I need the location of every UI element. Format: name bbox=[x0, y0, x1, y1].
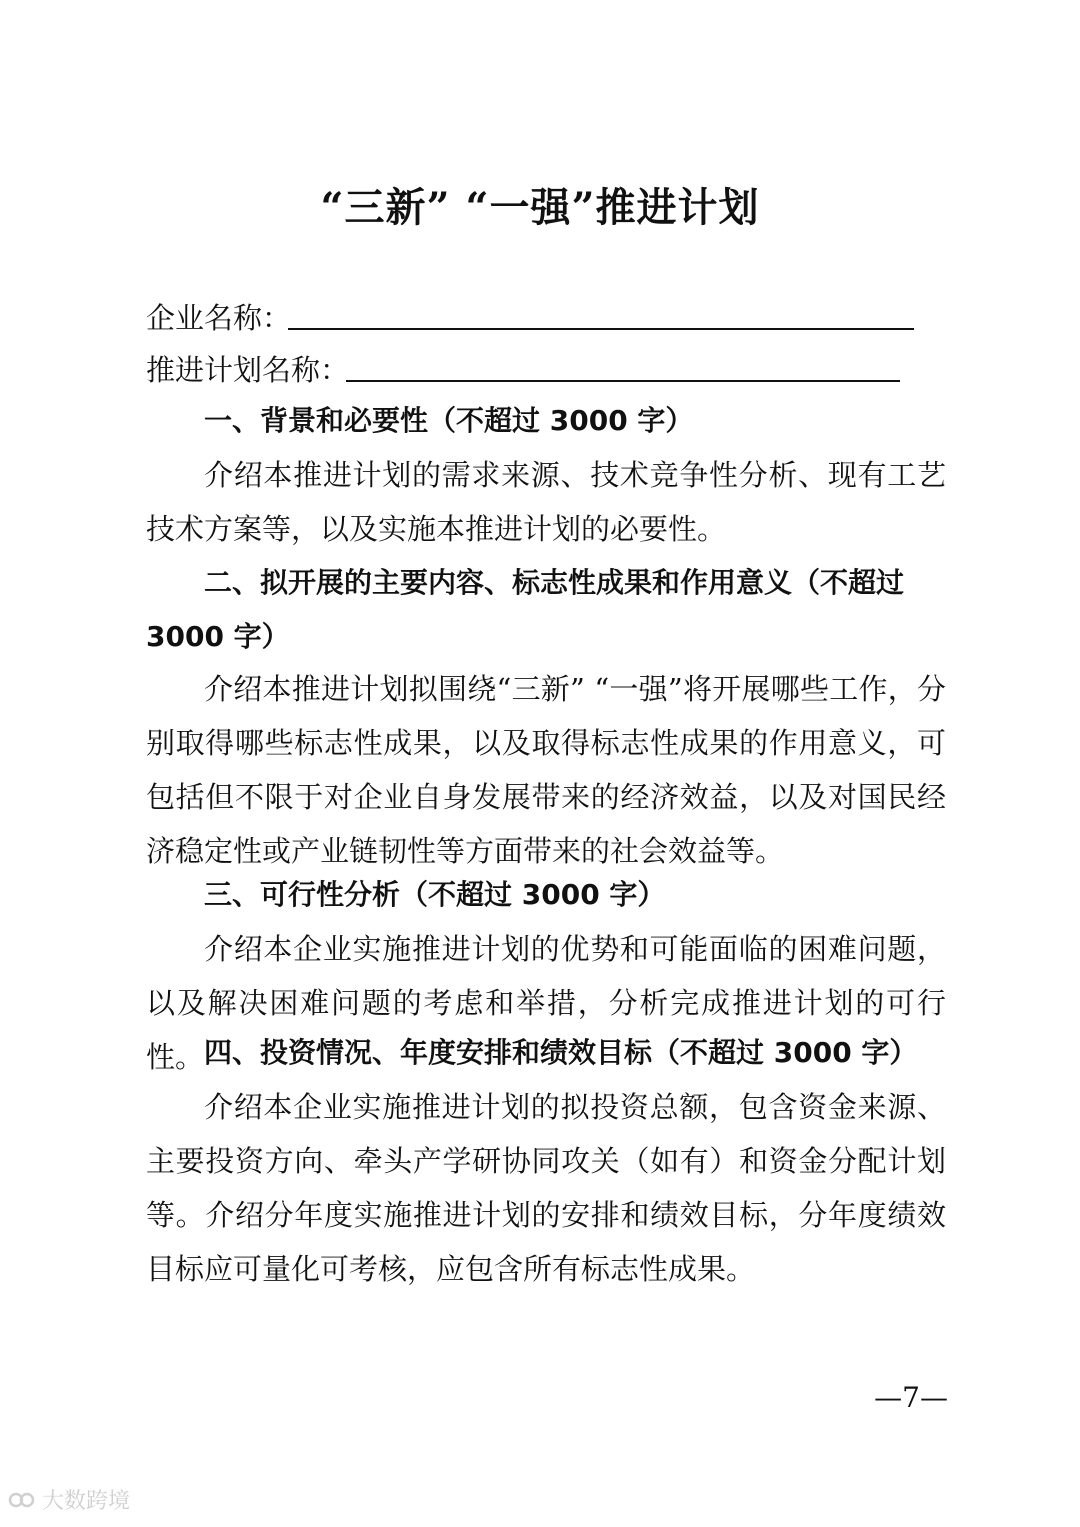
section-4-body: 介绍本企业实施推进计划的拟投资总额，包含资金来源、主要投资方向、牵头产学研协同攻关（如有）和资金分配计划等。介绍分年度实施推进计划的安排和绩效目标，分年度绩效目标应可量化可考核，应包含所有标志性成果。 bbox=[146, 1090, 946, 1286]
section-1-heading: 一、背景和必要性（不超过 3000 字） bbox=[204, 404, 694, 437]
section-2-heading: 二、拟开展的主要内容、标志性成果和作用意义（不超过 3000 字） bbox=[146, 566, 905, 653]
company-name-blank-line bbox=[288, 328, 914, 330]
brand-logo-icon bbox=[8, 1489, 36, 1511]
page-number: —7— bbox=[874, 1381, 948, 1414]
section-1-body: 介绍本推进计划的需求来源、技术竞争性分析、现有工艺技术方案等，以及实施本推进计划的必要性。 bbox=[146, 458, 946, 546]
watermark bbox=[8, 1484, 130, 1515]
plan-name-field bbox=[146, 350, 349, 390]
company-name-field bbox=[146, 298, 291, 338]
document-title: “三新” “一强”推进计划 bbox=[320, 184, 760, 231]
section-3-body: 介绍本企业实施推进计划的优势和可能面临的困难问题，以及解决困难问题的考虑和举措，分析完成推进计划的可行性。 bbox=[146, 932, 946, 1074]
plan-name-blank-line bbox=[346, 380, 900, 382]
section-4-heading: 四、投资情况、年度安排和绩效目标（不超过 3000 字） bbox=[204, 1036, 918, 1069]
watermark-text: 大数跨境 bbox=[42, 1489, 131, 1514]
section-2-body: 介绍本推进计划拟围绕“三新” “一强”将开展哪些工作，分别取得哪些标志性成果，以及取得标志性成果的作用意义，可包括但不限于对企业自身发展带来的经济效益，以及对国民经济稳定性或产业链韧性等方面带来的社会效益等。 bbox=[146, 672, 946, 868]
company-name-label: 企业名称： bbox=[146, 301, 292, 335]
plan-name-label: 推进计划名称： bbox=[146, 353, 350, 387]
section-3-heading: 三、可行性分析（不超过 3000 字） bbox=[204, 878, 666, 911]
